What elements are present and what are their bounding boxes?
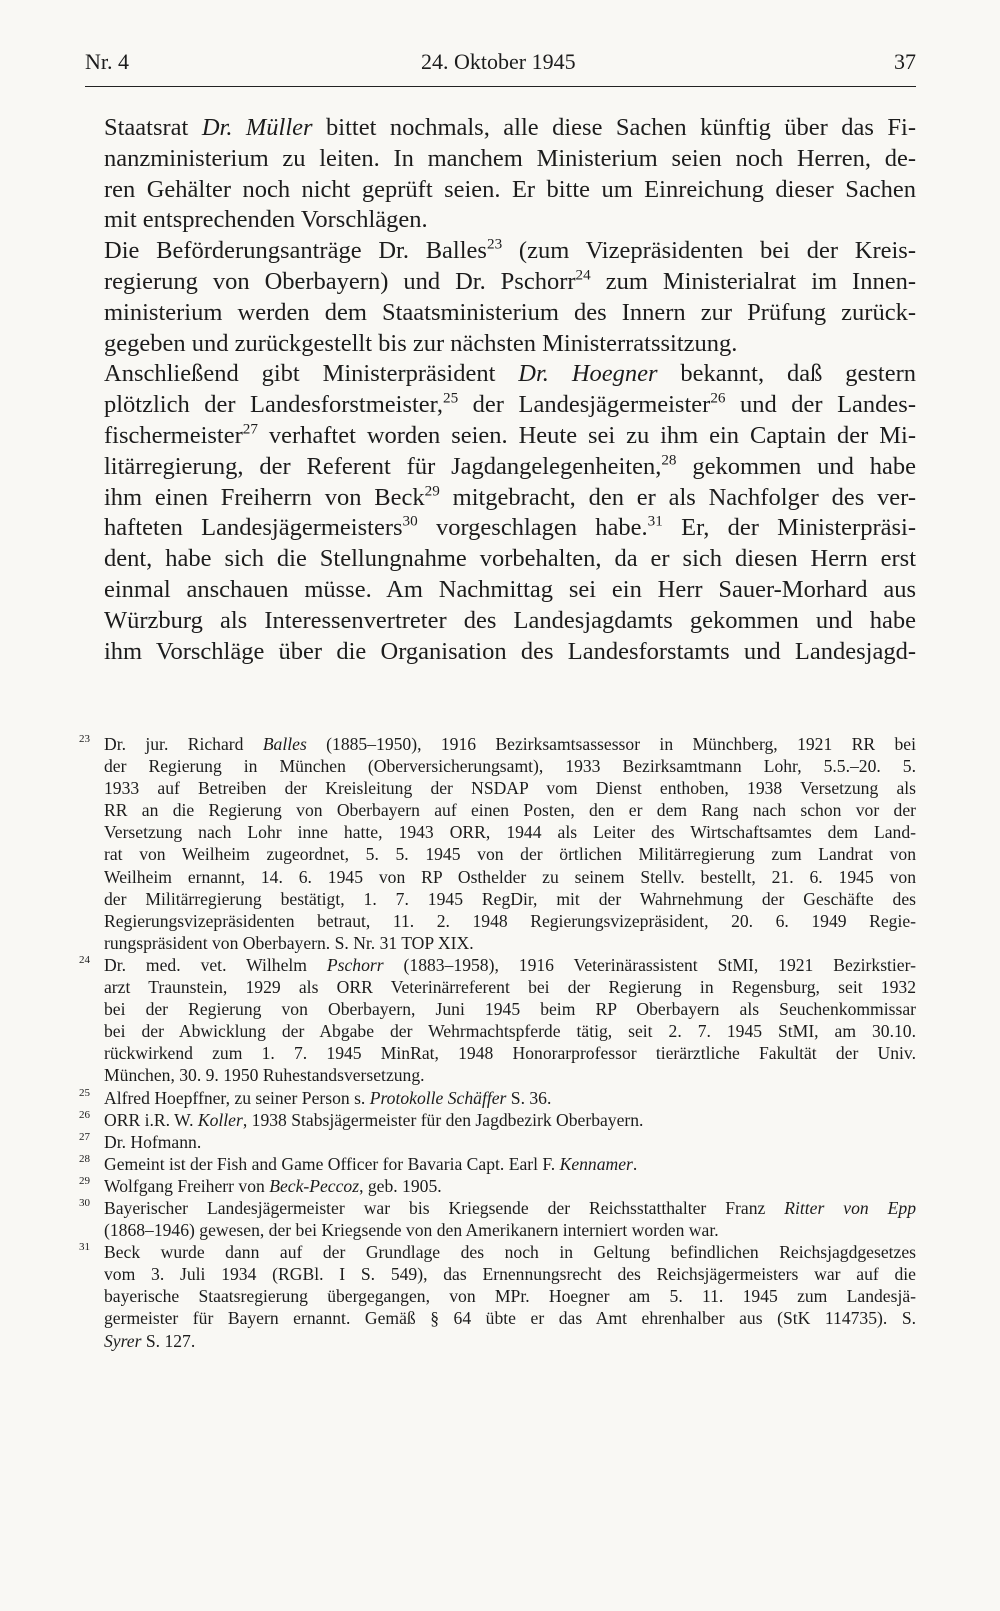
text-run: Staatsrat [104, 114, 202, 141]
text-run: zum Ministerialrat im Innen- [590, 267, 916, 295]
text-run: ihm einen Freiherrn von Beck [104, 483, 425, 511]
person-name: Balles [262, 734, 307, 754]
text-run: S. 36. [506, 1087, 552, 1108]
text-run: der Landesjägermeister [458, 391, 711, 419]
footnote-number: 25 [79, 1086, 90, 1099]
footnote-line: rungspräsident von Oberbayern. S. Nr. 31 TOP XIX. [104, 932, 474, 953]
text-line [104, 421, 916, 452]
text-run: Dr. jur. Richard [104, 734, 263, 754]
footnote-line [104, 954, 916, 976]
text-run: (1883–1958), 1916 Veterinärassistent StMI, 1921 Bezirkstier- [383, 954, 916, 975]
source-title: Syrer [104, 1330, 142, 1351]
footnote-line: germeister für Bayern ernannt. Gemäß § 64 übte er das Amt ehrenhalber aus (StK 114735). S. [104, 1308, 916, 1329]
footnote-number: 29 [79, 1174, 90, 1187]
paragraph-2 [104, 236, 916, 359]
text-run: Dr. med. vet. Wilhelm [104, 954, 327, 975]
footnote-line: der Regierung in München (Oberversicherungsamt), 1933 Bezirksamtmann Lohr, 5.5.–20. 5. [104, 756, 916, 777]
footnote-28 [79, 1153, 916, 1175]
footnote-line: RR an die Regierung von Oberbayern auf einen Posten, den er dem Rang nach schon vor der [104, 800, 916, 821]
text-line: mit entsprechenden Vorschlägen. [104, 206, 428, 234]
footnote-line: arzt Traunstein, 1929 als ORR Veterinärreferent bei der Regierung in Regensburg, seit 1932 [104, 977, 916, 998]
text-run: vorgeschlagen habe. [417, 514, 648, 542]
footnote-ref: 25 [442, 389, 459, 407]
footnote-line: (1868–1946) gewesen, der bei Kriegsende von den Amerikanern interniert worden war. [104, 1220, 719, 1241]
text-line: ministerium werden dem Staatsministerium des Innern zur Prüfung zurück- [104, 298, 916, 326]
text-run: Anschließend gibt Ministerpräsident [104, 360, 519, 388]
footnote-line [104, 1175, 916, 1197]
text-run: Gemeint ist der Fish and Game Officer for Bavaria Capt. Earl F. [104, 1153, 560, 1174]
person-name: Dr. Müller [201, 114, 313, 141]
footnote-line: der Militärregierung bestätigt, 1. 7. 1945 RegDir, mit der Wahrnehmung der Geschäfte des [104, 888, 916, 909]
text-line [104, 452, 916, 483]
footnote-ref: 29 [424, 482, 440, 500]
text-line: Würzburg als Interessenvertreter des Landesjagdamts gekommen und habe [104, 606, 916, 634]
footnote-ref: 28 [661, 451, 677, 469]
text-run: , geb. 1905. [359, 1175, 442, 1196]
text-run: Er, der Ministerpräsi- [662, 514, 916, 542]
text-run: gekommen und habe [676, 452, 916, 480]
footnote-ref: 27 [242, 420, 258, 438]
footnote-line: Regierungsvizepräsidenten betraut, 11. 2. 1948 Regierungsvizepräsident, 20. 6. 1949 Regie- [104, 910, 916, 931]
text-run: Die Beförderungsanträge Dr. Balles [104, 237, 487, 265]
paragraph-3 [104, 359, 916, 667]
text-run: verhaftet worden seien. Heute sei zu ihm ein Captain der Mi- [257, 421, 916, 449]
text-run: fischermeister [104, 421, 243, 449]
main-text [104, 113, 916, 667]
text-line [104, 267, 916, 298]
text-run: bekannt, daß gestern [657, 360, 916, 388]
footnote-number: 27 [79, 1130, 90, 1143]
person-name: Pschorr [326, 954, 384, 975]
footnote-25 [79, 1087, 916, 1109]
header-rule [85, 86, 916, 87]
text-run: (1885–1950), 1916 Bezirksamtsassessor in Münchberg, 1921 RR bei [306, 734, 916, 754]
text-run: . [632, 1153, 638, 1174]
footnote-31 [79, 1241, 916, 1351]
footnote-number: 28 [79, 1152, 90, 1165]
footnote-line: rückwirkend zum 1. 7. 1945 MinRat, 1948 Honorarprofessor tierärztliche Fakultät der Univ. [104, 1043, 916, 1064]
footnote-line: Versetzung nach Lohr inne hatte, 1943 ORR, 1944 als Leiter des Wirtschaftsamtes dem Land- [104, 822, 916, 843]
footnote-27 [79, 1131, 916, 1153]
footnote-line [104, 733, 916, 755]
source-title: Protokolle Schäffer [369, 1087, 507, 1108]
footnote-29 [79, 1175, 916, 1197]
footnote-line: Dr. Hofmann. [104, 1131, 202, 1152]
footnote-line: München, 30. 9. 1950 Ruhestandsversetzung. [104, 1065, 425, 1086]
footnote-line: 1933 auf Betreiben der Kreisleitung der NSDAP vom Dienst enthoben, 1938 Versetzung als [104, 778, 916, 799]
footnote-number: 30 [79, 1196, 90, 1209]
text-run: und der Landes- [725, 391, 916, 419]
text-line [104, 483, 916, 514]
text-line: ihm Vorschläge über die Organisation des Landesforstamts und Landesjagd- [104, 637, 916, 665]
footnote-line [104, 1109, 916, 1131]
footnote-number: 23 [79, 733, 90, 745]
footnote-ref: 24 [575, 266, 591, 284]
footnote-ref: 26 [710, 389, 726, 407]
text-run: bittet nochmals, alle diese Sachen künftig über das Fi- [312, 114, 916, 141]
text-line: dent, habe sich die Stellungnahme vorbehalten, da er sich diesen Herrn erst [104, 545, 916, 573]
issue-date: 24. Oktober 1945 [421, 49, 576, 74]
footnote-line: bei der Abwicklung der Abgabe der Wehrmachtspferde tätig, seit 2. 7. 1945 StMI, am 30.10. [104, 1021, 916, 1042]
footnote-number: 26 [79, 1108, 90, 1121]
footnote-line: bei der Regierung von Oberbayern, Juni 1945 beim RP Oberbayern als Seuchenkommissar [104, 999, 916, 1020]
footnote-line: bayerische Staatsregierung übergegangen, von MPr. Hoegner am 5. 11. 1945 zum Landesjä- [104, 1286, 916, 1307]
footnote-ref: 31 [647, 512, 663, 530]
text-run: Alfred Hoepffner, zu seiner Person s. [104, 1087, 370, 1108]
footnote-ref: 23 [486, 235, 503, 253]
text-run: Bayerischer Landesjägermeister war bis Kriegsende der Reichsstatthalter Franz [104, 1197, 785, 1218]
footnote-number: 24 [79, 953, 90, 966]
footnote-line: Weilheim ernannt, 14. 6. 1945 von RP Osthelder zu seinem Stellv. bestellt, 21. 6. 1945 von [104, 866, 916, 887]
footnote-line: vom 3. Juli 1934 (RGBl. I S. 549), das Ernennungsrecht des Reichsjägermeisters war auf die [104, 1264, 916, 1285]
footnote-23 [79, 733, 916, 954]
person-name: Dr. Hoegner [518, 360, 658, 388]
text-run: S. 127. [141, 1330, 196, 1351]
footnote-line [104, 1153, 916, 1175]
text-run: regierung von Oberbayern) und Dr. Pschorr [104, 267, 576, 295]
text-line: gegeben und zurückgestellt bis zur nächsten Ministerratssitzung. [104, 329, 738, 357]
person-name: Beck-Peccoz [269, 1175, 360, 1196]
footnotes [79, 733, 916, 1352]
text-run: , 1938 Stabsjägermeister für den Jagdbezirk Oberbayern. [242, 1109, 644, 1130]
text-run: plötzlich der Landesforstmeister, [104, 391, 443, 419]
footnote-line [104, 1087, 916, 1109]
text-line [104, 236, 916, 267]
text-line [104, 513, 916, 544]
footnote-24 [79, 954, 916, 1087]
text-run: mitgebracht, den er als Nachfolger des ver- [439, 483, 917, 511]
text-run: Wolfgang Freiherr von [104, 1175, 270, 1196]
text-run: ORR i.R. W. [104, 1109, 198, 1130]
footnote-30 [79, 1197, 916, 1241]
person-name: Ritter von Epp [784, 1197, 916, 1218]
person-name: Koller [197, 1109, 243, 1130]
footnote-ref: 30 [402, 512, 418, 530]
footnote-line: Beck wurde dann auf der Grundlage des noch in Geltung befindlichen Reichsjagdgesetzes [104, 1242, 916, 1263]
text-run: (zum Vizepräsidenten bei der Kreis- [502, 237, 916, 265]
text-line [104, 113, 916, 144]
footnote-number: 31 [79, 1241, 90, 1254]
footnote-line: rat von Weilheim zugeordnet, 5. 5. 1945 von der örtlichen Militärregierung zum Landrat von [104, 844, 916, 865]
person-name: Kennamer [559, 1153, 633, 1174]
text-line [104, 390, 916, 421]
page-number: 37 [894, 49, 916, 74]
text-line [104, 359, 916, 390]
footnote-26 [79, 1109, 916, 1131]
footnote-line [104, 1330, 916, 1352]
issue-number: Nr. 4 [85, 49, 129, 74]
text-line: ren Gehälter noch nicht geprüft seien. Er bitte um Einreichung dieser Sachen [104, 175, 916, 203]
paragraph-1 [104, 113, 916, 236]
footnote-line [104, 1197, 916, 1219]
text-run: litärregierung, der Referent für Jagdangelegenheiten, [104, 452, 662, 480]
text-line: einmal anschauen müsse. Am Nachmittag sei ein Herr Sauer-Morhard aus [104, 575, 916, 603]
text-line: nanzministerium zu leiten. In manchem Ministerium seien noch Herren, de- [104, 144, 916, 172]
text-run: hafteten Landesjägermeisters [104, 514, 403, 542]
